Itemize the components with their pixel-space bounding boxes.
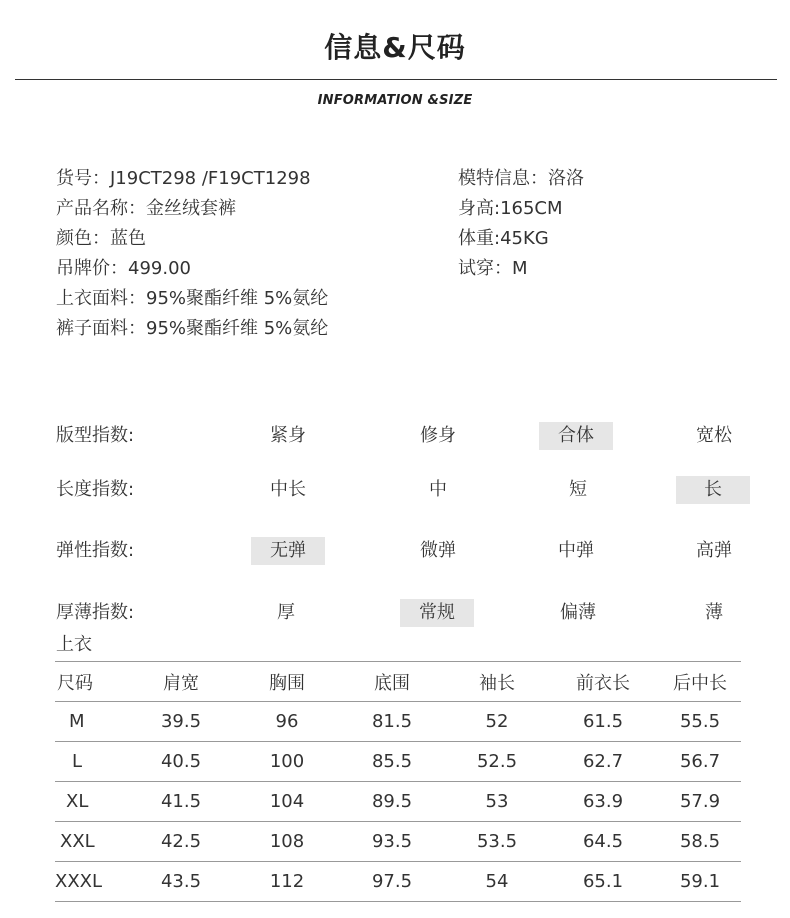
table-row (55, 742, 741, 782)
index-option: 中长 (270, 479, 306, 500)
size-table-caption: 上衣 (56, 634, 92, 655)
index-option: 微弹 (420, 540, 456, 561)
column-header: 前衣长 (547, 662, 659, 702)
index-option: 短 (569, 479, 587, 500)
table-cell: XXXL (55, 862, 125, 902)
index-option: 常规 (400, 599, 474, 627)
table-cell: 104 (237, 782, 337, 822)
table-cell: 97.5 (337, 862, 447, 902)
table-row (55, 782, 741, 822)
index-row-fit (56, 422, 756, 450)
table-cell: 89.5 (337, 782, 447, 822)
index-row-thickness (56, 599, 756, 627)
model-name: 模特信息：洛洛 (458, 168, 584, 189)
table-cell: 58.5 (659, 822, 741, 862)
table-cell: 63.9 (547, 782, 659, 822)
product-code: 货号：J19CT298 /F19CT1298 (56, 168, 311, 189)
pants-fabric: 裤子面料：95%聚酯纤维 5%氨纶 (56, 318, 329, 339)
product-name: 产品名称：金丝绒套裤 (56, 198, 236, 219)
index-option: 高弹 (696, 540, 732, 561)
table-row (55, 702, 741, 742)
index-option: 无弹 (251, 537, 325, 565)
table-cell: 93.5 (337, 822, 447, 862)
column-header: 袖长 (447, 662, 547, 702)
table-cell: 62.7 (547, 742, 659, 782)
index-option: 中 (429, 479, 447, 500)
page-subtitle: INFORMATION &SIZE (317, 93, 473, 108)
index-label: 弹性指数: (56, 540, 135, 561)
table-cell: 41.5 (125, 782, 237, 822)
table-cell: 52.5 (447, 742, 547, 782)
index-row-elasticity (56, 537, 756, 565)
table-cell: 55.5 (659, 702, 741, 742)
column-header: 尺码 (55, 662, 125, 702)
table-row (55, 862, 741, 902)
table-cell: 52 (447, 702, 547, 742)
table-cell: 42.5 (125, 822, 237, 862)
table-cell: 61.5 (547, 702, 659, 742)
model-height: 身高:165CM (458, 198, 563, 219)
model-fit-size: 试穿：M (458, 258, 528, 279)
table-cell: 39.5 (125, 702, 237, 742)
index-row-length (56, 476, 756, 504)
table-cell: 96 (237, 702, 337, 742)
index-label: 版型指数: (56, 425, 135, 446)
index-option: 偏薄 (560, 602, 596, 623)
table-cell: 53 (447, 782, 547, 822)
product-info (56, 164, 328, 344)
table-row (55, 822, 741, 862)
index-option: 中弹 (558, 540, 594, 561)
table-cell: 65.1 (547, 862, 659, 902)
index-option: 长 (676, 476, 750, 504)
table-cell: 54 (447, 862, 547, 902)
table-cell: 40.5 (125, 742, 237, 782)
table-cell: M (55, 702, 125, 742)
size-table (55, 661, 741, 902)
column-header: 底围 (337, 662, 447, 702)
table-cell: 57.9 (659, 782, 741, 822)
table-cell: XL (55, 782, 125, 822)
table-cell: 43.5 (125, 862, 237, 902)
index-option: 紧身 (270, 425, 306, 446)
table-cell: 108 (237, 822, 337, 862)
table-cell: 56.7 (659, 742, 741, 782)
index-option: 修身 (420, 425, 456, 446)
table-cell: 59.1 (659, 862, 741, 902)
table-cell: XXL (55, 822, 125, 862)
table-cell: 85.5 (337, 742, 447, 782)
table-cell: 81.5 (337, 702, 447, 742)
index-option: 薄 (705, 602, 723, 623)
model-info (458, 164, 584, 284)
page-title: 信息&尺码 (324, 31, 466, 64)
product-color: 颜色：蓝色 (56, 228, 146, 249)
table-header-row (55, 662, 741, 702)
table-cell: 100 (237, 742, 337, 782)
index-option: 厚 (277, 602, 295, 623)
product-price: 吊牌价：499.00 (56, 258, 191, 279)
column-header: 后中长 (659, 662, 741, 702)
table-cell: L (55, 742, 125, 782)
index-option: 合体 (539, 422, 613, 450)
model-weight: 体重:45KG (458, 228, 549, 249)
table-cell: 53.5 (447, 822, 547, 862)
table-cell: 64.5 (547, 822, 659, 862)
column-header: 肩宽 (125, 662, 237, 702)
table-cell: 112 (237, 862, 337, 902)
index-option: 宽松 (696, 425, 732, 446)
title-divider (15, 79, 777, 80)
index-label: 厚薄指数: (56, 602, 135, 623)
top-fabric: 上衣面料：95%聚酯纤维 5%氨纶 (56, 288, 329, 309)
index-label: 长度指数: (56, 479, 135, 500)
column-header: 胸围 (237, 662, 337, 702)
